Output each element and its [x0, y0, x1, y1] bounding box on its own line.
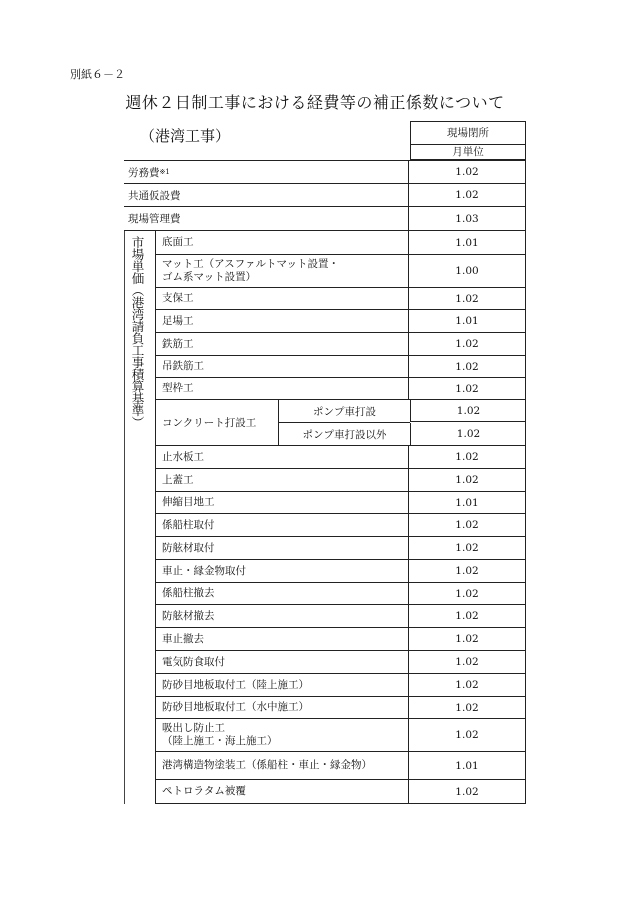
row-value: 1.02: [408, 161, 525, 183]
row-value: 1.02: [408, 288, 525, 309]
table-row: [155, 697, 526, 719]
table-row-labor: [124, 160, 526, 184]
row-label: 吊鉄筋工: [162, 360, 204, 372]
table-row: [155, 628, 526, 651]
row-label: マット工（アスファルトマット設置・ ゴム系マット設置）: [162, 258, 340, 283]
market-group-label: 市場単価（港湾請負工事積算基準）: [130, 236, 145, 428]
row-value: 1.02: [408, 560, 525, 582]
row-value: 1.01: [408, 752, 525, 779]
table-row: [155, 333, 526, 356]
row-label: 防砂目地板取付工（水中施工）: [162, 701, 309, 713]
header-monthly-unit: 月単位: [452, 146, 484, 158]
row-value: 1.02: [408, 719, 525, 751]
row-label: 吸出し防止工 （陸上施工・海上施工）: [162, 722, 278, 747]
table-row: [155, 780, 526, 804]
row-value: 1.02: [408, 697, 525, 718]
table-row: [155, 605, 526, 628]
footnote-mark: ※1: [159, 168, 170, 176]
row-label: 足場工: [162, 314, 194, 327]
row-value: 1.02: [408, 605, 525, 627]
row-value: 1.01: [408, 310, 525, 332]
table-row: [155, 231, 526, 255]
table-row-site-management: [124, 207, 526, 231]
table-row: [155, 719, 526, 752]
concrete-sub-pump: ポンプ車打設: [279, 400, 410, 423]
concrete-group: [155, 400, 526, 446]
row-value: 1.02: [408, 780, 525, 803]
row-label: 車止・縁金物取付: [162, 564, 246, 577]
row-label: 共通仮設費: [128, 189, 181, 202]
concrete-sub-other: ポンプ車打設以外: [302, 428, 387, 441]
row-label: 上蓋工: [162, 473, 194, 486]
table-row: [155, 674, 526, 697]
table-row: [155, 492, 526, 514]
row-value: 1.02: [408, 356, 525, 377]
table-row: [155, 583, 526, 605]
document-code: 別紙６－２: [70, 68, 125, 81]
row-value: 1.02: [408, 469, 525, 491]
row-label: 現場管理費: [128, 213, 181, 225]
row-value: 1.02: [408, 674, 525, 696]
row-label: 止水板工: [162, 450, 204, 463]
row-value: 1.02: [408, 628, 525, 650]
row-label: 防舷材撤去: [162, 609, 215, 622]
concrete-value-other: 1.02: [410, 423, 526, 445]
row-value: 1.03: [408, 207, 525, 230]
row-value: 1.02: [408, 651, 525, 673]
header-site-closure: 現場閉所: [411, 122, 525, 145]
table-row: [155, 537, 526, 560]
row-label: 防舷材取付: [162, 541, 215, 554]
row-value: 1.02: [408, 583, 525, 604]
group-left-rule: [124, 231, 125, 804]
section-title: （港湾工事）: [140, 127, 231, 145]
row-label: 鉄筋工: [162, 337, 194, 350]
table-row: [155, 514, 526, 537]
row-value: 1.01: [408, 231, 525, 254]
row-label: 港湾構造物塗装工（係船柱・車止・縁金物）: [162, 759, 372, 771]
row-label: 伸縮目地工: [162, 496, 215, 508]
row-label: 車止撤去: [162, 632, 204, 645]
table-row: [155, 288, 526, 310]
row-value: 1.02: [408, 514, 525, 536]
row-value: 1.02: [408, 537, 525, 559]
row-label: 底面工: [162, 236, 194, 248]
row-label: 係船柱撤去: [162, 587, 215, 599]
row-label: 型枠工: [162, 382, 194, 394]
table-row: [155, 378, 526, 400]
column-header: [410, 121, 526, 160]
table-row: [155, 356, 526, 378]
table-row: [155, 446, 526, 469]
document-title: 週休２日制工事における経費等の補正係数について: [125, 93, 505, 112]
row-label: 支保工: [162, 292, 194, 304]
concrete-label: コンクリート打設工: [156, 400, 279, 445]
table-row: [155, 752, 526, 780]
row-value: 1.00: [408, 255, 525, 287]
row-label: 労務費 ※1: [128, 166, 170, 179]
row-value: 1.02: [408, 446, 525, 468]
concrete-value-pump: 1.02: [410, 400, 526, 422]
row-label: ペトロラタム被覆: [162, 785, 246, 797]
table-row: [155, 255, 526, 288]
row-value: 1.01: [408, 492, 525, 513]
table-row: [155, 310, 526, 333]
table-row: [155, 469, 526, 492]
table-row-common-temporary: [124, 184, 526, 207]
row-label: 電気防食取付: [162, 655, 225, 668]
row-label: 係船柱取付: [162, 518, 215, 531]
row-value: 1.02: [408, 333, 525, 355]
row-value: 1.02: [408, 184, 525, 206]
row-label: 防砂目地板取付工（陸上施工）: [162, 678, 309, 691]
table-row: [155, 560, 526, 583]
table-row: [155, 651, 526, 674]
row-value: 1.02: [408, 378, 525, 399]
